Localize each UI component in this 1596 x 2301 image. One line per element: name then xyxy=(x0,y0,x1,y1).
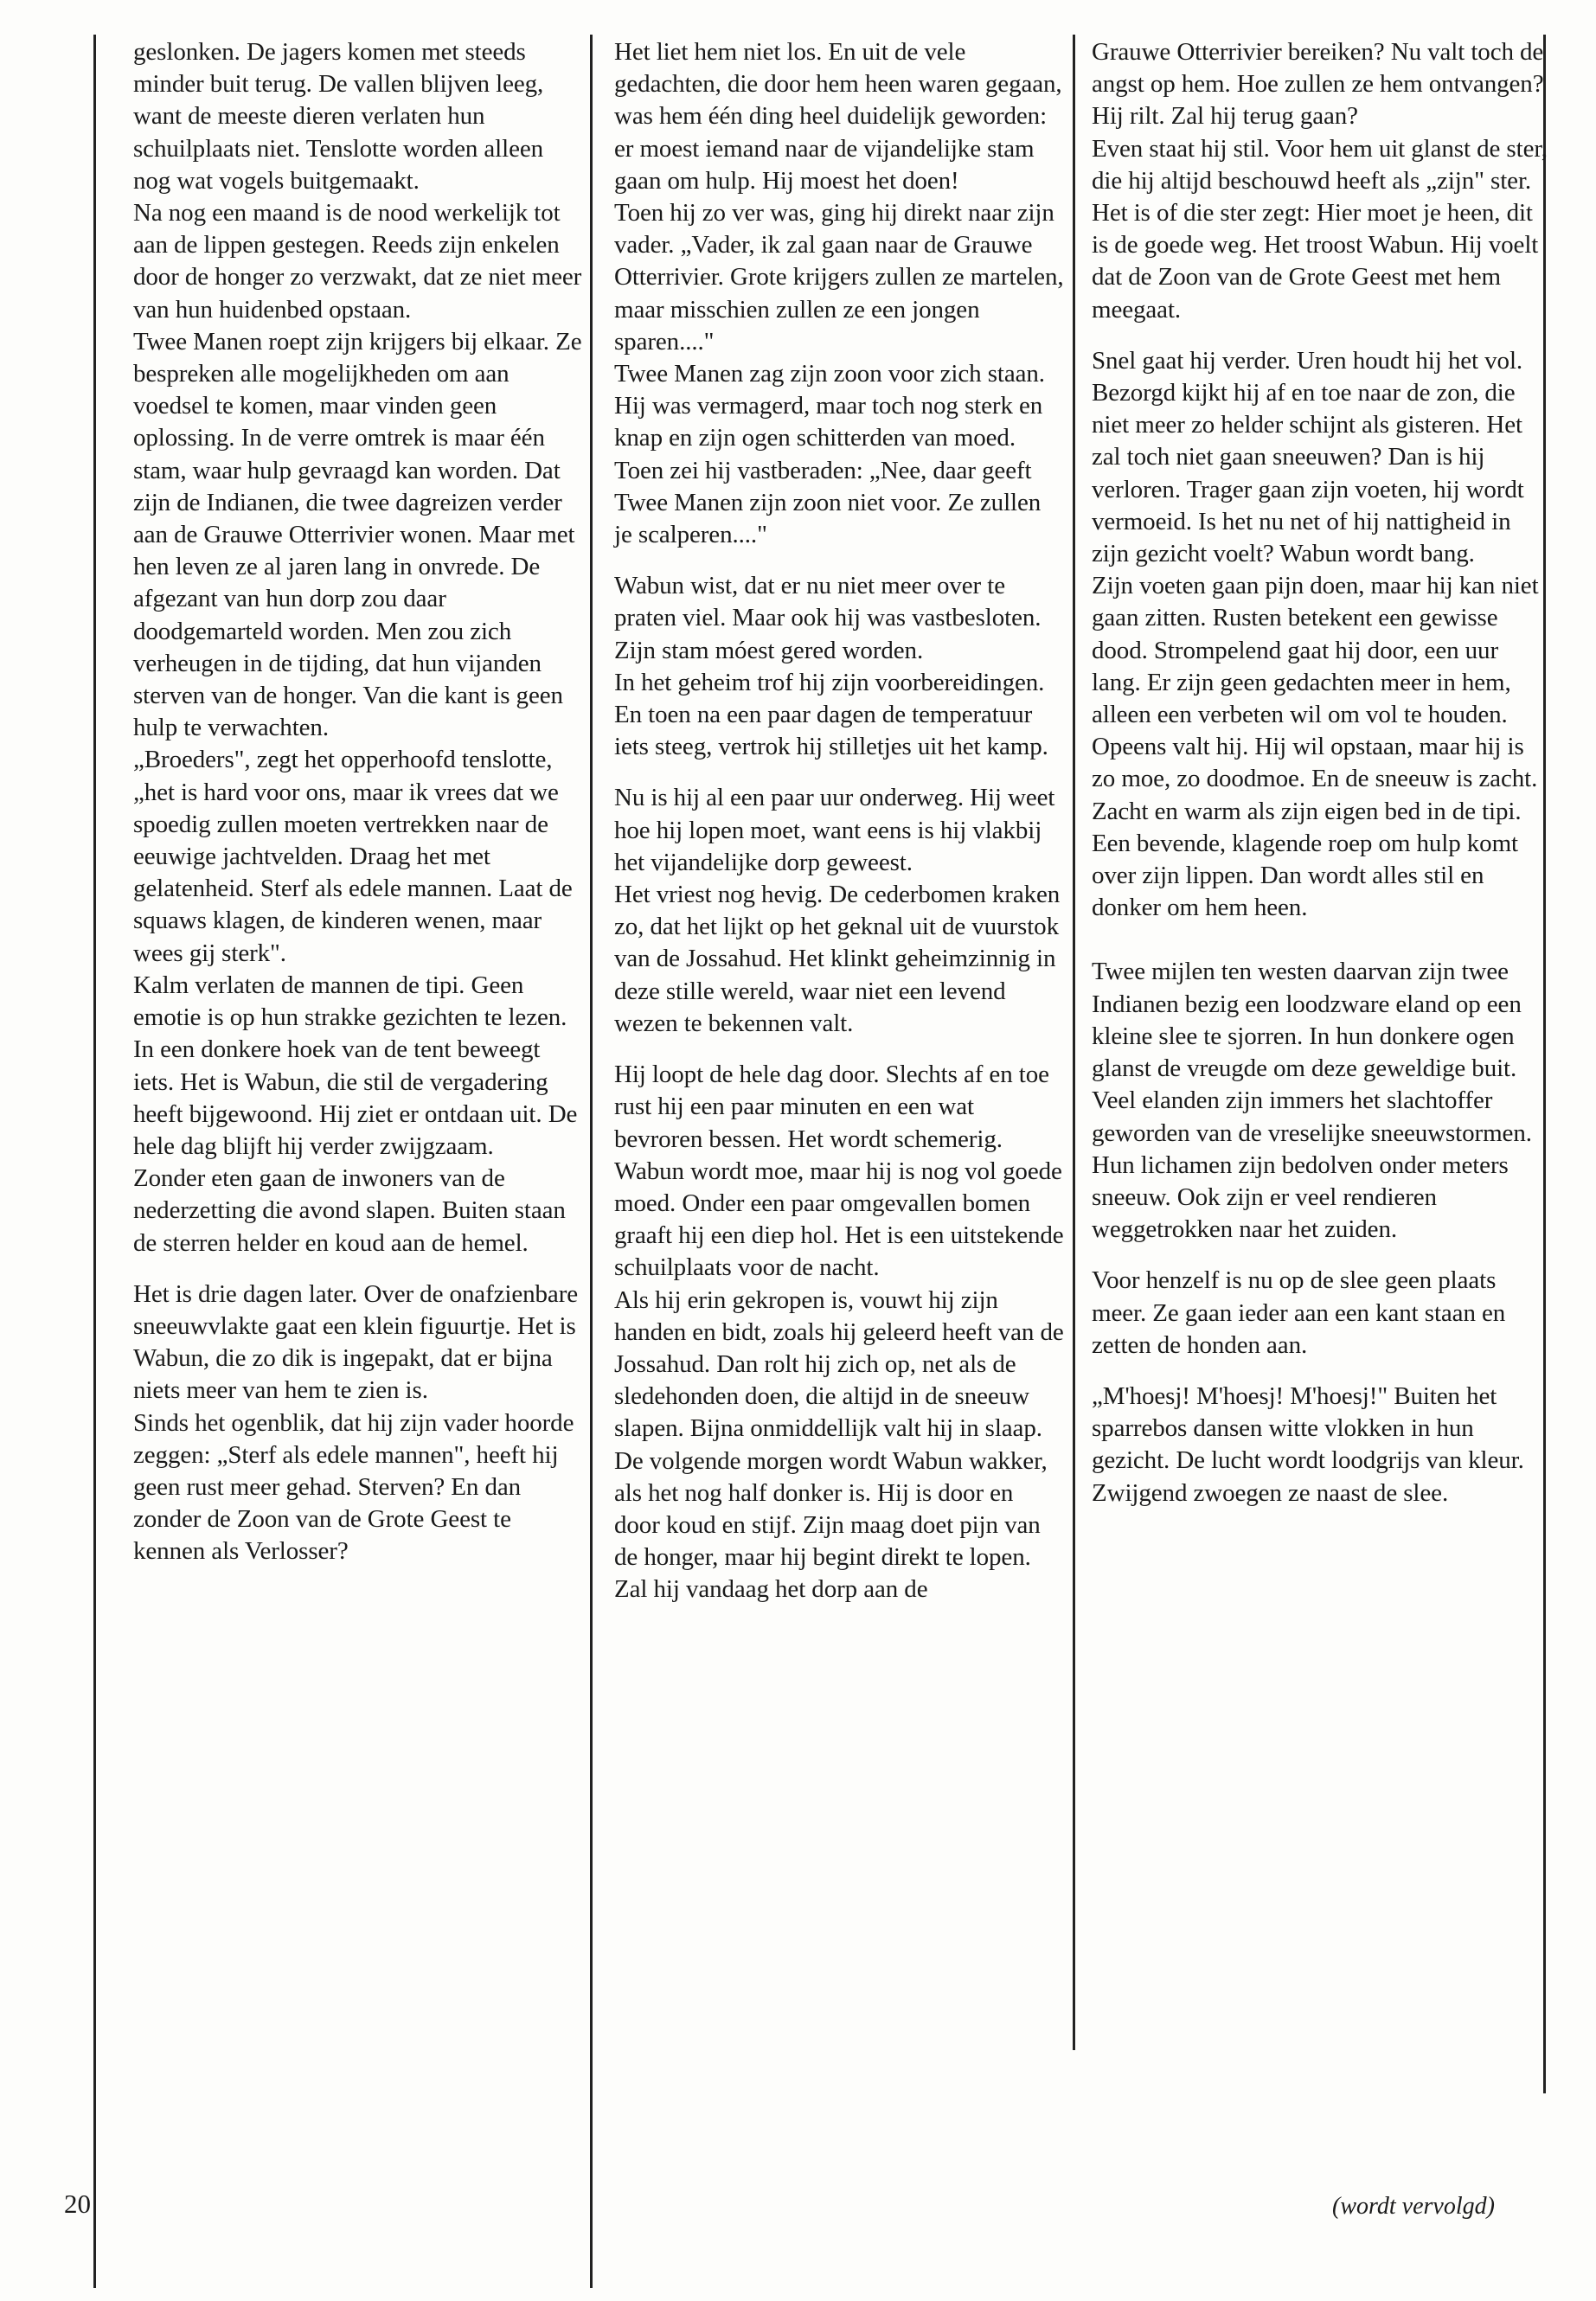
column-rule-2 xyxy=(1073,35,1075,2050)
text-column-1 xyxy=(133,36,583,1568)
column-rule-left xyxy=(93,35,96,2288)
paragraph: Even staat hij stil. Voor hem uit glanst de ster, die hij altijd beschouwd heeft als „zijn" ster. Het is of die ster zegt: Hier moet je heen, dit is de goede weg. Het troost Wabun. Hij voelt dat de Zoon van de Grote Geest met hem meegaat. xyxy=(1092,134,1548,324)
paragraph: Zonder eten gaan de inwoners van de nederzetting die avond slapen. Buiten staan de sterren helder en koud aan de hemel. xyxy=(133,1164,566,1257)
paragraph: Het is drie dagen later. Over de onafzienbare sneeuwvlakte gaat een klein figuurtje. Het is Wabun, die zo dik is ingepakt, dat er bijna niets meer van hem te zien is. xyxy=(133,1279,579,1405)
paragraph: Twee mijlen ten westen daarvan zijn twee Indianen bezig een loodzware eland op een kleine slee te sjorren. In hun donkere ogen glanst de vreugde om deze geweldige buit. Veel elanden zijn immers het slachtoffer geworden van de vreselijke sneeuwstormen. Hun lichamen zijn bedolven onder meters sneeuw. Ook zijn er veel rendieren weggetrokken naar het zuiden. xyxy=(1092,958,1532,1244)
paragraph: Sinds het ogenblik, dat hij zijn vader hoorde zeggen: „Sterf als edele mannen", heeft hij geen rust meer gehad. Sterven? En dan zonder de Zoon van de Grote Geest te kennen als Verlosser? xyxy=(133,1408,574,1566)
text-column-3 xyxy=(1092,36,1550,1509)
paragraph: Hij loopt de hele dag door. Slechts af en toe rust hij een paar minuten en een wat bevroren bessen. Het wordt schemerig. Wabun wordt moe, maar hij is nog vol goede moed. Onder een paar omgevallen bomen graaft hij een diep hol. Het is een uitstekende schuilplaats voor de nacht. xyxy=(614,1061,1064,1282)
paragraph: Twee Manen roept zijn krijgers bij elkaar. Ze bespreken alle mogelijkheden om aan voedsel te komen, maar vinden geen oplossing. In de verre omtrek is maar één stam, waar hulp gevraagd kan worden. Dat zijn de Indianen, die twee dagreizen verder aan de Grauwe Otterrivier wonen. Maar met hen leven ze al jaren lang in onvrede. De afgezant van hun dorp zou daar doodgemarteld worden. Men zou zich verheugen in de tijding, dat hun vijanden sterven van de honger. Van die kant is geen hulp te verwachten. xyxy=(133,327,582,742)
paragraph: Na nog een maand is de nood werkelijk tot aan de lippen gestegen. Reeds zijn enkelen door de honger zo verzwakt, dat ze niet meer van hun huidenbed opstaan. xyxy=(133,199,582,324)
paragraph: geslonken. De jagers komen met steeds minder buit terug. De vallen blijven leeg, want de meeste dieren verlaten hun schuilplaats niet. Tenslotte worden alleen nog wat vogels buitgemaakt. xyxy=(133,38,544,195)
paragraph: Zijn voeten gaan pijn doen, maar hij kan niet gaan zitten. Rusten betekent een gewisse dood. Strompelend gaat hij door, een uur lang. Er zijn geen gedachten meer in hem, alleen een verbeten wil om vol te houden. xyxy=(1092,572,1539,729)
paragraph: Grauwe Otterrivier bereiken? Nu valt toch de angst op hem. Hoe zullen ze hem ontvangen? Hij rilt. Zal hij terug gaan? xyxy=(1092,38,1544,131)
paragraph: Kalm verlaten de mannen de tipi. Geen emotie is op hun strakke gezichten te lezen. xyxy=(133,971,567,1032)
continued-note: (wordt vervolgd) xyxy=(1332,2193,1495,2220)
paragraph: Het liet hem niet los. En uit de vele gedachten, die door hem heen waren gegaan, was hem één ding heel duidelijk geworden: er moest iemand naar de vijandelijke stam gaan om hulp. Hij moest het doen! xyxy=(614,38,1062,195)
paragraph: Voor henzelf is nu op de slee geen plaats meer. Ze gaan ieder aan een kant staan en zetten de honden aan. xyxy=(1092,1266,1506,1359)
paragraph: Als hij erin gekropen is, vouwt hij zijn handen en bidt, zoals hij geleerd heeft van de Jossahud. Dan rolt hij zich op, net als de sledehonden doen, die altijd in de sneeuw slapen. Bijna onmiddellijk valt hij in slaap. xyxy=(614,1285,1064,1443)
column-rule-1 xyxy=(590,35,593,2288)
paragraph: Snel gaat hij verder. Uren houdt hij het vol. Bezorgd kijkt hij af en toe naar de zon, die niet meer zo helder schijnt als gisteren. Het zal toch niet gaan sneeuwen? Dan is hij verloren. Trager gaan zijn voeten, hij wordt vermoeid. Is het nu net of hij nattigheid in zijn gezicht voelt? Wabun wordt bang. xyxy=(1092,346,1524,568)
paragraph: „Broeders", zegt het opperhoofd tenslotte, „het is hard voor ons, maar ik vrees dat we spoedig zullen moeten vertrekken naar de eeuwige jachtvelden. Draag het met gelatenheid. Sterf als edele mannen. Laat de squaws klagen, de kinderen wenen, maar wees gij sterk". xyxy=(133,746,573,967)
paragraph: In een donkere hoek van de tent beweegt iets. Het is Wabun, die stil de vergadering heeft bijgewoond. Hij ziet er ontdaan uit. De hele dag blijft hij verder zwijgzaam. xyxy=(133,1035,578,1160)
paragraph: Nu is hij al een paar uur onderweg. Hij weet hoe hij lopen moet, want eens is hij vlakbij het vijandelijke dorp geweest. xyxy=(614,784,1055,876)
paragraph: Wabun wist, dat er nu niet meer over te praten viel. Maar ook hij was vastbesloten. Zijn stam móest gered worden. xyxy=(614,572,1042,664)
paragraph: Zal hij vandaag het dorp aan de xyxy=(614,1575,928,1604)
paragraph: Toen hij zo ver was, ging hij direkt naar zijn vader. „Vader, ik zal gaan naar de Grauwe Otterrivier. Grote krijgers zullen ze martelen, maar misschien zullen ze een jongen sparen...." xyxy=(614,199,1064,356)
paragraph: Opeens valt hij. Hij wil opstaan, maar hij is zo moe, zo doodmoe. En de sneeuw is zacht. Zacht en warm als zijn eigen bed in de tipi. Een bevende, klagende roep om hulp komt over zijn lippen. Dan wordt alles stil en donker om hem heen. xyxy=(1092,733,1538,922)
paragraph: In het geheim trof hij zijn voorbereidingen. En toen na een paar dagen de temperatuur iets steeg, vertrok hij stilletjes uit het kamp. xyxy=(614,668,1048,761)
paragraph: Twee Manen zag zijn zoon voor zich staan. Hij was vermagerd, maar toch nog sterk en knap en zijn ogen schitterden van moed. Toen zei hij vastberaden: „Nee, daar geeft Twee Manen zijn zoon niet voor. Ze zullen je scalperen...." xyxy=(614,360,1045,549)
page-number: 20 xyxy=(64,2189,91,2219)
text-column-2 xyxy=(614,36,1064,1606)
paragraph: Het vriest nog hevig. De cederbomen kraken zo, dat het lijkt op het geknal uit de vuurstok van de Jossahud. Het klinkt geheimzinnig in deze stille wereld, waar niet een levend wezen te bekennen valt. xyxy=(614,881,1061,1037)
paragraph: „M'hoesj! M'hoesj! M'hoesj!" Buiten het sparrebos dansen witte vlokken in hun gezicht. De lucht wordt loodgrijs van kleur. Zwijgend zwoegen ze naast de slee. xyxy=(1092,1381,1524,1507)
paragraph: De volgende morgen wordt Wabun wakker, als het nog half donker is. Hij is door en door koud en stijf. Zijn maag doet pijn van de honger, maar hij begint direkt te lopen. xyxy=(614,1446,1048,1572)
